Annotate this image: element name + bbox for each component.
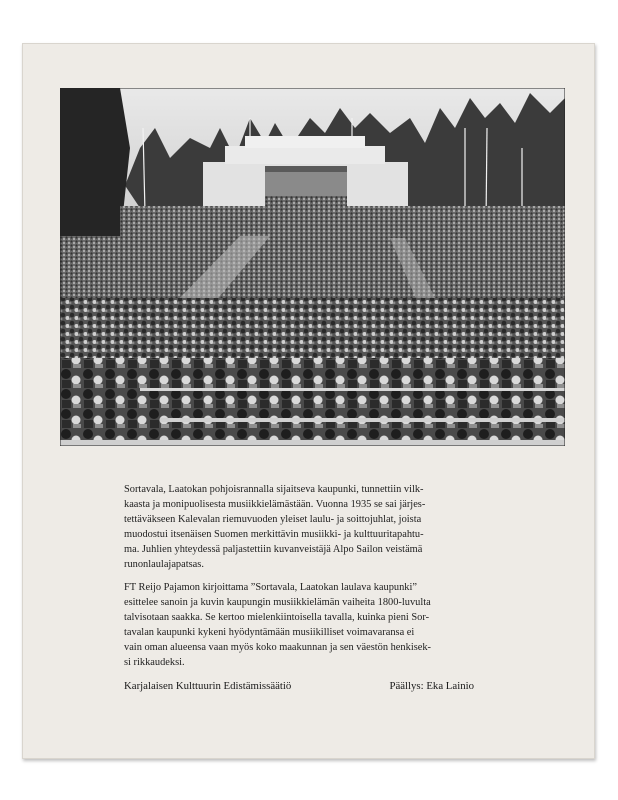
book-back-cover (22, 43, 595, 759)
festival-crowd-photo (60, 88, 565, 446)
back-cover-blurb (124, 483, 474, 680)
publisher-name: Karjalaisen Kulttuurin Edistämissäätiö (124, 680, 292, 692)
cover-designer-credit: Päällys: Eka Lainio (389, 680, 474, 692)
blurb-paragraph-1: Sortavala, Laatokan pohjoisrannalla sijaitseva kaupunki, tunnettiin vilk- kaasta ja monipuolisesta musiikkielämästään. Vuonna 1935 se sai järjes- tettäväkseen Kalevalan riemuvuoden yleiset laulu- ja soittojuhlat, joista muodostui itsenäisen Suomen merkittävin musiikki- ja kulttuuritapahtu- ma. Juhlien yhteydessä paljastettiin kuvanveistäjä Alpo Sailon veistämä runonlaulajapatsas. (124, 484, 426, 570)
blurb-paragraph-2: FT Reijo Pajamon kirjoittama ”Sortavala, Laatokan laulava kaupunki” esittelee sanoin ja kuvin kaupungin musiikkielämän vaiheita 1800-luvulta talvisotaan saakka. Se kertoo mielenkiintoisella tavalla, kuinka pieni Sor- tavalan kaupunki kykeni hyödyntämään musiikilliset voimavaransa ei vain oman alueensa vaan myös koko maakunnan ja sen väestön henkisek- si rikkaudeksi. (124, 582, 432, 668)
